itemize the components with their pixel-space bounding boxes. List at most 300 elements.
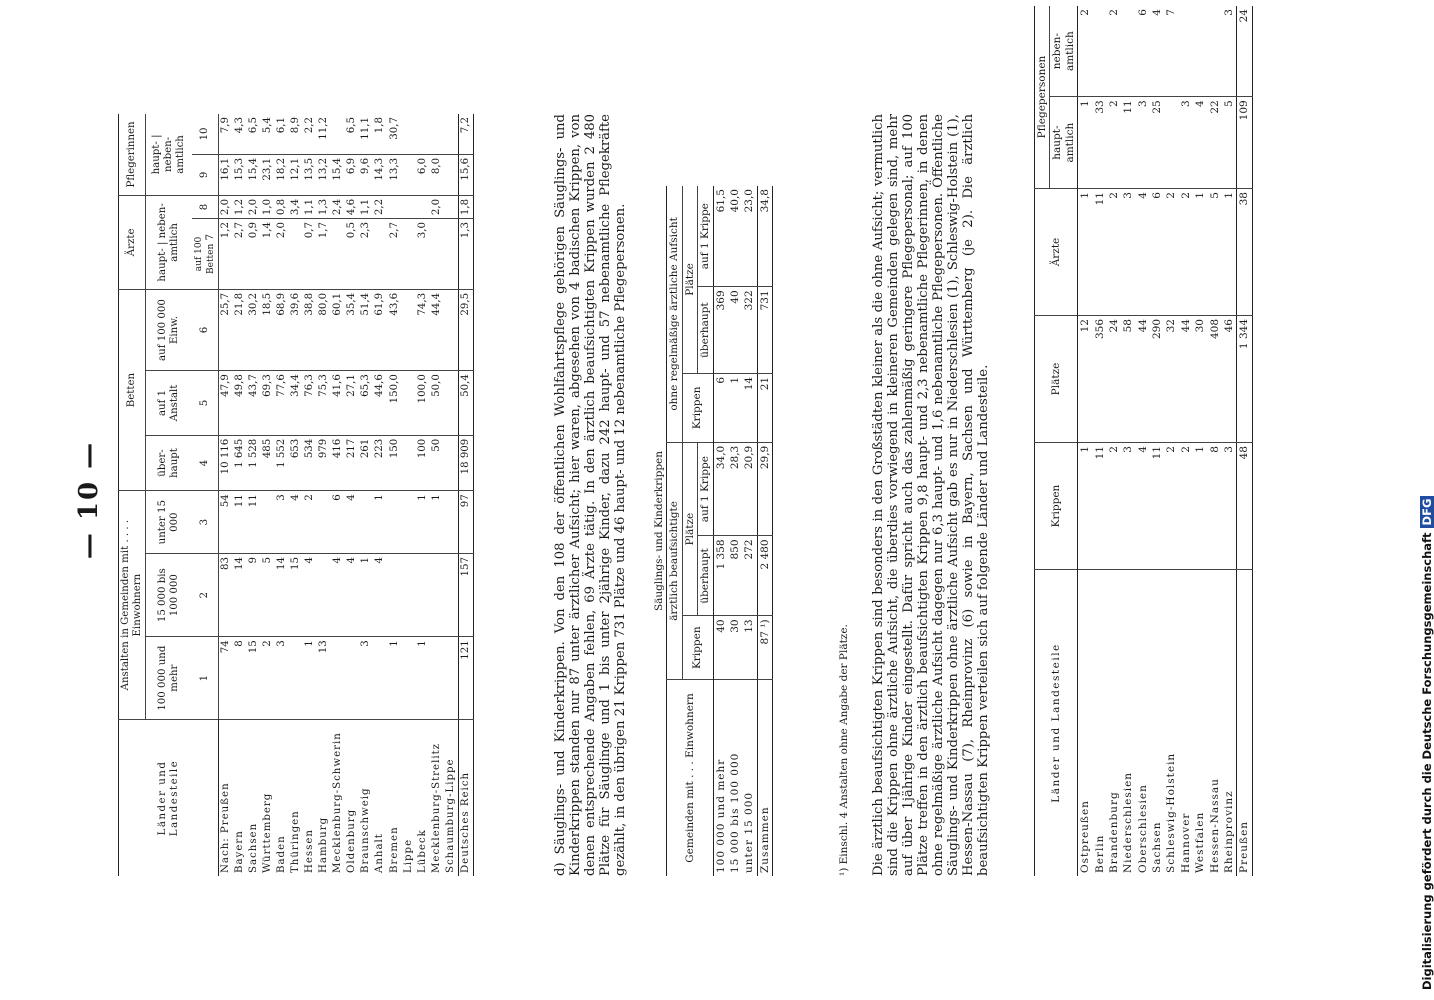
table-row (430, 114, 444, 876)
row-value: 15,3 (233, 154, 247, 195)
row-label: Nach: Preußen (220, 782, 232, 873)
row-value: 0,5 (345, 219, 359, 290)
row-value: 61,5 (713, 186, 728, 287)
row-value: 1,3 (458, 219, 473, 290)
row-value: 4 (1150, 6, 1164, 97)
group-header-pflegepersonen: Pflegepersonen (1035, 6, 1050, 189)
row-value: 0,9 (247, 219, 261, 290)
col-header-land: Länder und Landesteile (119, 720, 219, 877)
row-value (402, 554, 416, 637)
krippen-paragraph: Die ärztlich beaufsichtigten Krippen sind besonders in den Großstädten kleiner als die ohne Aufsicht; vermutlich sind die Krippen ohne ärztliche Aufsicht, die überdies vorwiegend in kleineren Gemeinden gelegen sind, mehr auf über 1jährige Kinder eingestellt. Dafür spricht auch das zahlenmäßig geringere Pflegepersonal; auf 100 Plätze treffen in den ärztlich beaufsichtigten Krippen 9,8 haupt- und 2,3 nebenamtliche Pflegerinnen, in denen ohne regelmäßige ärztliche Aufsicht dagegen nur 6,3 haupt- und 1,6 nebenamtliche Pflegepersonen. Öffentliche Säuglings- und Kinderkrippen ohne ärztliche Aufsicht gab es nur in Niederschlesien (1), Schleswig-Holstein (1), Hessen-Nassau (7), Rheinprovinz (6) sowie in Bayern, Sachsen und Württemberg (je 2). Die ärztlich beaufsichtigten Krippen verteilen sich auf folgende Länder und Landesteile. (871, 114, 992, 876)
auf100-label: auf 100 Betten (194, 236, 217, 274)
row-label: Mecklenburg-Schwerin (332, 732, 344, 873)
row-value (388, 195, 402, 218)
row-value: 11 (1121, 97, 1135, 189)
row-value (1164, 97, 1178, 189)
table-row (1136, 6, 1150, 876)
col-header-5: auf 1 Anstalt (146, 371, 193, 436)
row-value: 43,6 (388, 289, 402, 370)
row-value: 18,5 (261, 289, 275, 370)
row-value: 653 (289, 435, 303, 491)
krippen-table (652, 186, 773, 876)
col-header-6: auf 100 000 Einw. (146, 289, 193, 370)
row-value: 50,0 (430, 371, 444, 436)
row-value: 3 (1222, 443, 1237, 570)
table-row (261, 114, 275, 876)
col-header-krippen-b: Krippen (682, 373, 713, 442)
colno-4: 4 (192, 435, 219, 491)
colno-9: 9 (192, 154, 219, 195)
row-value (289, 637, 303, 720)
row-label: Preußen (1238, 820, 1251, 873)
row-label: Westfalen (1194, 811, 1207, 873)
row-value: 0,8 (275, 195, 289, 218)
table-row (219, 114, 234, 876)
col-header-aerzte-3: Ärzte (1035, 189, 1078, 316)
row-value: 1 (359, 554, 373, 637)
row-value: 1 (1193, 189, 1207, 316)
row-value (430, 219, 444, 290)
row-value (416, 554, 430, 637)
row-value: 0,7 (303, 219, 317, 290)
row-value: 58 (1121, 316, 1135, 443)
table-row (233, 114, 247, 876)
row-value: 1,0 (261, 195, 275, 218)
row-value (402, 114, 416, 154)
row-value: 16,1 (219, 154, 234, 195)
row-value: 1,8 (458, 195, 473, 218)
row-label: Niederschlesien (1122, 771, 1135, 873)
row-label: Thüringen (290, 810, 302, 873)
row-value: 6 (331, 491, 345, 554)
col-header-auf1-a: auf 1 Krippe (698, 442, 713, 536)
row-value (289, 219, 303, 290)
row-value: 15,6 (458, 154, 473, 195)
row-value: 157 (458, 554, 473, 637)
row-value: 4 (345, 491, 359, 554)
row-value: 6,1 (275, 114, 289, 154)
row-value (444, 195, 459, 218)
row-label: Anhalt (374, 833, 386, 873)
row-value: 15,4 (331, 154, 345, 195)
row-value: 14,3 (373, 154, 387, 195)
row-value: 2 (1107, 6, 1121, 97)
row-value: 4 (1136, 189, 1150, 316)
row-value: 1 (416, 491, 430, 554)
row-value: 2 (1107, 189, 1121, 316)
row-value (331, 114, 345, 154)
row-value: 28,3 (728, 442, 742, 536)
row-value: 6,9 (345, 154, 359, 195)
table-row (402, 114, 416, 876)
row-value: 1 645 (233, 435, 247, 491)
row-value: 50 (430, 435, 444, 491)
dfg-notice (1420, 10, 1434, 990)
table-row (359, 114, 373, 876)
col-header-land-3: Länder und Landesteile (1035, 570, 1078, 877)
row-value: 1 (416, 637, 430, 720)
row-value: 3 (275, 637, 289, 720)
row-value: 1,2 (219, 219, 234, 290)
row-value: 65,3 (359, 371, 373, 436)
row-value: 27,1 (345, 371, 359, 436)
row-value: 6,0 (416, 154, 430, 195)
row-value (1179, 6, 1193, 97)
row-value: 44 (1136, 316, 1150, 443)
row-value: 30 (728, 616, 742, 680)
table-row (1193, 6, 1207, 876)
row-value: 121 (458, 637, 473, 720)
hospitals-table-body (219, 114, 474, 876)
row-value: 7 (1164, 6, 1178, 97)
row-value: 408 (1208, 316, 1222, 443)
hospitals-table (118, 114, 474, 876)
row-value: 61,9 (373, 289, 387, 370)
row-value: 1 (373, 491, 387, 554)
table-row (444, 114, 459, 876)
row-value: 1 (1193, 443, 1207, 570)
table-row (1164, 6, 1178, 876)
row-value: 416 (331, 435, 345, 491)
row-value: 850 (728, 536, 742, 616)
section-d-paragraph: d) Säuglings- und Kinderkrippen. Von den 108 der öffentlichen Wohlfahrtspflege gehörigen Säuglings- und Kinderkrippen standen nur 87 unter ärztlicher Aufsicht; hier waren, abgesehen von 4 badischen Krippen, von denen entsprechende Angaben fehlen, 69 Ärzte tätig. In den ärztlich beaufsichtigten Krippen wurden 2 480 Plätze für Säuglinge und 1 bis unter 2jährige Kinder, dazu 242 haupt- und 57 nebenamtliche Pflegekräfte gezählt, in den übrigen 21 Krippen 731 Plätze und 46 haupt- und 12 nebenamtliche Pflegepersonen. (553, 114, 629, 876)
row-value: 2 480 (757, 536, 772, 616)
col-header-2: 15 000 bis 100 000 (146, 554, 193, 637)
colno-5: 5 (192, 371, 219, 436)
row-value: 1,4 (261, 219, 275, 290)
row-value (388, 554, 402, 637)
table-total-row (458, 114, 473, 876)
col-header-haupt: haupt- (157, 248, 169, 282)
row-label: Lippe (402, 838, 414, 873)
row-value: 1 (1222, 189, 1237, 316)
row-label: Sachsen (248, 822, 260, 873)
row-value: 25 (1150, 97, 1164, 189)
row-value (402, 195, 416, 218)
row-value: 11 (1150, 443, 1164, 570)
table-row (1179, 6, 1193, 876)
row-value: 15 (247, 637, 261, 720)
row-label: Zusammen (758, 806, 771, 873)
row-value: 4 (1136, 443, 1150, 570)
row-value (444, 114, 459, 154)
row-value: 6 (1150, 189, 1164, 316)
row-value: 14 (233, 554, 247, 637)
row-value: 2,0 (275, 219, 289, 290)
row-value: 97 (458, 491, 473, 554)
row-value: 8,0 (430, 154, 444, 195)
row-value: 29,9 (757, 442, 772, 536)
row-value: 41,6 (331, 371, 345, 436)
row-value (331, 637, 345, 720)
row-value: 3 (1179, 97, 1193, 189)
table-row (1121, 6, 1135, 876)
row-value: 74,3 (416, 289, 430, 370)
row-value (373, 219, 387, 290)
col-header-amtlich2: amtlich (175, 135, 187, 174)
table-row (303, 114, 317, 876)
row-value (416, 195, 430, 218)
row-label: Deutsches Reich (459, 771, 471, 873)
group-header-pflegerinnen: Pflegerinnen (119, 114, 146, 195)
row-value: 1 552 (275, 435, 289, 491)
row-value (388, 491, 402, 554)
row-value: 46 (1222, 316, 1237, 443)
row-value: 1 (1078, 189, 1093, 316)
col-header-auf1-b: auf 1 Krippe (698, 186, 713, 287)
row-label: unter 15 000 (743, 791, 756, 873)
row-value: 2,4 (331, 195, 345, 218)
row-label: Württemberg (262, 792, 274, 873)
table-row (742, 186, 757, 876)
row-value: 75,3 (317, 371, 331, 436)
row-value: 534 (303, 435, 317, 491)
row-value (1193, 6, 1207, 97)
row-value: 40 (728, 287, 742, 374)
row-value: 2,0 (247, 195, 261, 218)
row-label: Hessen (304, 829, 316, 873)
row-value: 3 (1121, 189, 1135, 316)
row-label: Baden (276, 835, 288, 873)
row-value: 40 (713, 616, 728, 680)
row-value: 8,9 (289, 114, 303, 154)
row-value: 369 (713, 287, 728, 374)
row-value (444, 435, 459, 491)
row-value: 50,4 (458, 371, 473, 436)
row-value: 2,2 (373, 195, 387, 218)
row-value: 1,7 (317, 219, 331, 290)
row-label: Braunschweig (360, 787, 372, 873)
dfg-logo: DFG (1420, 496, 1434, 529)
row-value: 7,2 (458, 114, 473, 154)
row-value: 223 (373, 435, 387, 491)
table-row (373, 114, 387, 876)
row-value: 2,7 (388, 219, 402, 290)
row-value: 47,9 (219, 371, 234, 436)
row-value: 8 (233, 637, 247, 720)
colno-6: 6 (192, 289, 219, 370)
row-value: 979 (317, 435, 331, 491)
row-value: 23,0 (742, 186, 757, 287)
row-value: 6 (713, 373, 728, 442)
row-value: 60,1 (331, 289, 345, 370)
colno-8: 8 (192, 195, 219, 218)
row-value: 24 (1237, 6, 1252, 97)
row-value: 3,4 (289, 195, 303, 218)
row-value: 13,3 (388, 154, 402, 195)
table-row (1208, 6, 1222, 876)
row-value: 25,7 (219, 289, 234, 370)
row-value (359, 491, 373, 554)
row-value: 34,8 (757, 186, 772, 287)
row-value: 44,4 (430, 289, 444, 370)
row-value: 13,2 (317, 154, 331, 195)
col-header-haupt2: haupt- (151, 141, 163, 175)
row-value (1121, 6, 1135, 97)
row-value (402, 491, 416, 554)
group-header-ohne-aufsicht: ohne regelmäßige ärztliche Aufsicht (667, 186, 682, 442)
row-value (444, 554, 459, 637)
row-value: 48 (1237, 443, 1252, 570)
row-value: 3 (1136, 97, 1150, 189)
row-value (430, 554, 444, 637)
row-value: 2 (1179, 189, 1193, 316)
row-value: 44 (1179, 316, 1193, 443)
row-label: Schaumburg-Lippe (444, 758, 456, 873)
row-value (444, 219, 459, 290)
row-value (402, 219, 416, 290)
table-total-row (1237, 6, 1252, 876)
col-header-neben2: neben- (163, 136, 175, 173)
row-value (402, 637, 416, 720)
row-value: 4 (331, 554, 345, 637)
row-value: 11,1 (359, 114, 373, 154)
row-value: 5 (1208, 189, 1222, 316)
krippen-footnote: ¹) Einschl. 4 Anstalten ohne Angabe der Plätze. (838, 624, 850, 876)
row-value: 1,1 (359, 195, 373, 218)
row-value: 3 (275, 491, 289, 554)
row-label: Rheinprovinz (1222, 790, 1235, 873)
row-value: 9,6 (359, 154, 373, 195)
row-value: 1 (1078, 97, 1093, 189)
table-row (275, 114, 289, 876)
row-label: Bayern (234, 830, 246, 873)
table-row (345, 114, 359, 876)
row-value: 3 (1121, 443, 1135, 570)
row-value: 34,4 (289, 371, 303, 436)
row-value: 77,6 (275, 371, 289, 436)
prussia-krippen-table-body (1078, 6, 1253, 876)
group-header-anstalten: Anstalten in Gemeinden mit . . . . Einwohnern (119, 491, 146, 720)
row-value: 14 (742, 373, 757, 442)
row-value: 12 (1078, 316, 1093, 443)
row-value: 272 (742, 536, 757, 616)
row-value: 2,0 (219, 195, 234, 218)
row-value: 11 (233, 491, 247, 554)
row-value (444, 154, 459, 195)
row-value: 74 (219, 637, 234, 720)
col-header-krippen-3: Krippen (1035, 443, 1078, 570)
row-value: 6,5 (247, 114, 261, 154)
row-value (261, 491, 275, 554)
row-value: 22 (1208, 97, 1222, 189)
row-value: 100,0 (416, 371, 430, 436)
row-value: 76,3 (303, 371, 317, 436)
row-value: 49,8 (233, 371, 247, 436)
row-label: 15 000 bis 100 000 (728, 752, 741, 873)
row-value: 38 (1237, 189, 1252, 316)
table-row (416, 114, 430, 876)
row-value: 80,0 (317, 289, 331, 370)
row-value: 10 116 (219, 435, 234, 491)
table-total-row (757, 186, 772, 876)
row-value: 150,0 (388, 371, 402, 436)
row-value: 40,0 (728, 186, 742, 287)
row-value: 1 (303, 637, 317, 720)
row-value (444, 491, 459, 554)
row-value: 322 (742, 287, 757, 374)
colno-7: auf 100 Betten 7 (192, 219, 219, 290)
row-label: Berlin (1093, 834, 1106, 873)
row-label: 100 000 und mehr (714, 758, 727, 873)
row-value: 3 (1222, 6, 1237, 97)
row-value (444, 637, 459, 720)
col-header-4: überhaupt (146, 435, 193, 491)
row-value: 4 (345, 554, 359, 637)
row-label: Hamburg (318, 816, 330, 873)
row-value: 12,1 (289, 154, 303, 195)
row-label: Brandenburg (1107, 791, 1120, 873)
row-value: 15,4 (247, 154, 261, 195)
row-value: 2 (1107, 443, 1121, 570)
row-value: 11 (247, 491, 261, 554)
col-header-haupt-3: haupt- amtlich (1050, 97, 1078, 189)
row-value: 83 (219, 554, 234, 637)
row-value (402, 371, 416, 436)
row-value: 51,4 (359, 289, 373, 370)
row-value: 261 (359, 435, 373, 491)
row-value: 2 (1179, 443, 1193, 570)
row-value: 356 (1093, 316, 1107, 443)
table-row (1150, 6, 1164, 876)
row-value: 1 344 (1237, 316, 1252, 443)
row-value: 13,5 (303, 154, 317, 195)
row-value: 15 (289, 554, 303, 637)
col-header-3: unter 15 000 (146, 491, 193, 554)
row-value: 30,2 (247, 289, 261, 370)
row-value: 13 (742, 616, 757, 680)
group-header-aerztlich: ärztlich beaufsichtigte (667, 442, 682, 679)
colno-1: 1 (192, 637, 219, 720)
row-value: 4,6 (345, 195, 359, 218)
row-value (402, 154, 416, 195)
row-label: Oberschlesien (1136, 784, 1149, 873)
group-header-aerzte: Ärzte (119, 195, 146, 289)
row-value: 2 (303, 491, 317, 554)
row-value: 1,1 (303, 195, 317, 218)
row-value: 18,2 (275, 154, 289, 195)
row-label: Lübeck (416, 829, 428, 873)
row-value (444, 371, 459, 436)
row-value: 2,7 (233, 219, 247, 290)
row-value: 2,2 (303, 114, 317, 154)
colno-2: 2 (192, 554, 219, 637)
krippen-table-body (713, 186, 773, 876)
row-value (1093, 6, 1107, 97)
row-value: 290 (1150, 316, 1164, 443)
row-value (430, 114, 444, 154)
row-value: 3 (359, 637, 373, 720)
row-value: 5 (261, 554, 275, 637)
row-value: 2 (1078, 6, 1093, 97)
row-value: 2 (1164, 189, 1178, 316)
row-value: 18 909 (458, 435, 473, 491)
row-value (444, 289, 459, 370)
col-header-1: 100 000 und mehr (146, 637, 193, 720)
col-header-plaetze-a: Plätze (682, 442, 697, 616)
row-value: 4,3 (233, 114, 247, 154)
col-header-ueberhaupt-b: überhaupt (698, 287, 713, 374)
row-label: Bremen (388, 826, 400, 873)
colno-10: 10 (192, 114, 219, 154)
row-label: Ostpreußen (1079, 800, 1092, 873)
row-value (430, 637, 444, 720)
table-row (1222, 6, 1237, 876)
krippen-table-title: Säuglings- und Kinderkrippen (653, 450, 665, 612)
row-label: Mecklenburg-Strelitz (430, 742, 442, 873)
row-value: 32 (1164, 316, 1178, 443)
row-value: 54 (219, 491, 234, 554)
